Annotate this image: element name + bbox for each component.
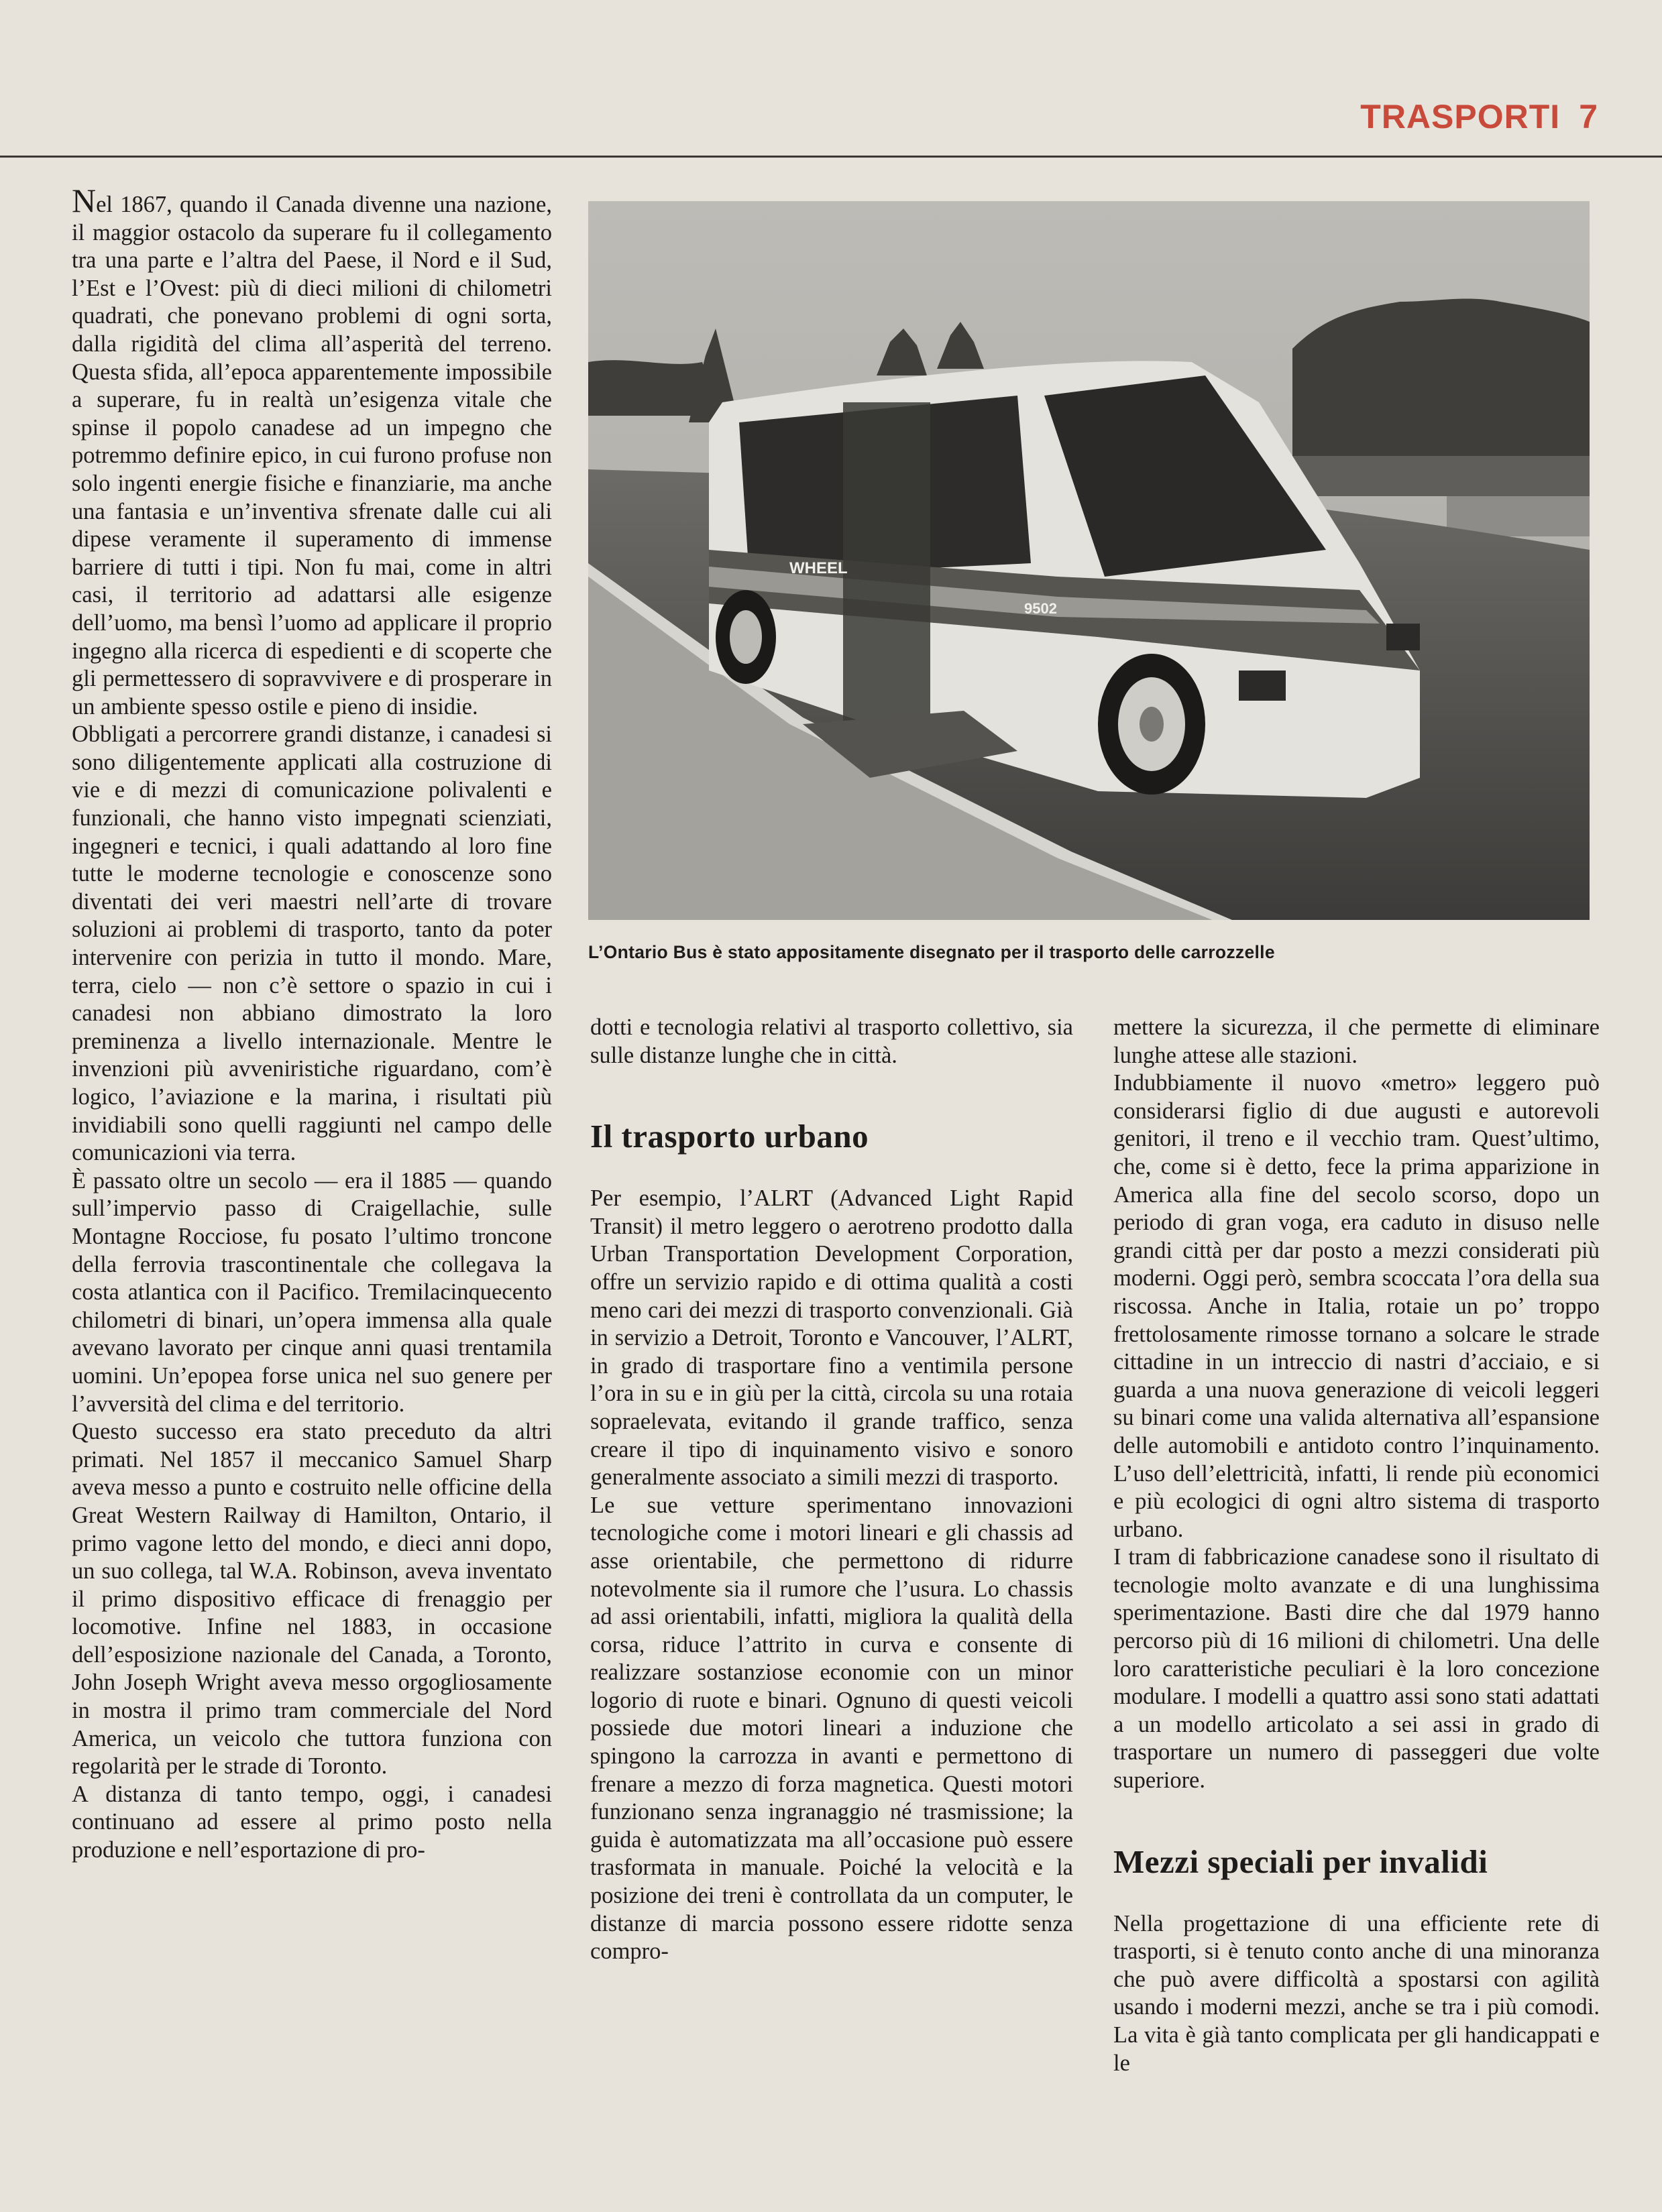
article-column-2 bbox=[590, 1014, 1073, 1966]
paragraph: Questo successo era stato preceduto da altri primati. Nel 1857 il meccanico Samuel Sharp aveva messo a punto e costruito nelle officine della Great Western Railway di Hamilton, Ontario, il primo vagone letto del mondo, e dieci anni dopo, un suo collega, tal W.A. Robinson, aveva inventato il primo dispositivo efficace di frenaggio per locomotive. Infine nel 1883, in occasione dell’esposizione nazionale del Canada, a Toronto, John Joseph Wright aveva messo orgogliosamente in mostra il primo tram commerciale del Nord America, un veicolo che tuttora funziona con regolarità per le strade di Toronto. bbox=[72, 1419, 552, 1780]
paragraph bbox=[72, 182, 552, 721]
section-heading: Il trasporto urbano bbox=[590, 1118, 869, 1155]
bus-photo bbox=[588, 201, 1590, 920]
paragraph: I tram di fabbricazione canadese sono il risultato di tecnologie molto avanzate e di una lunghissima sperimentazione. Basti dire che dal 1979 hanno percorso più di 16 milioni di chilometri. Una delle loro caratteristiche peculiari è la loro concezione modulare. I modelli a quattro assi sono stati adattati a un modello articolato a sei assi in grado di trasportare un numero di passeggeri due volte superiore. bbox=[1113, 1544, 1600, 1794]
page-header bbox=[1360, 97, 1598, 136]
drop-cap: N bbox=[72, 182, 97, 219]
page-number: 7 bbox=[1579, 98, 1598, 135]
paragraph: Nella progettazione di una efficiente rete di trasporti, si è tenuto conto anche di una minoranza che può avere difficoltà a spostarsi con agilità usando i moderni mezzi, anche se tra i più comodi. La vita è già tanto complicata per gli handicappati e le bbox=[1113, 1910, 1600, 2076]
paragraph: mettere la sicurezza, il che permette di eliminare lunghe attese alle stazioni. bbox=[1113, 1014, 1600, 1068]
paragraph: Obbligati a percorrere grandi distanze, i canadesi si sono diligentemente applicati alla costruzione di vie e di mezzi di comunicazione polivalenti e funzionali, che hanno visto impegnati scienziati, ingegneri e tecnici, i quali adattando al loro fine tutte le moderne tecnologie e conoscenze sono diventati dei veri maestri nell’arte di trovare soluzioni ai problemi di trasporto, tanto da poter intervenire con perizia in tutto il mondo. Mare, terra, cielo — non c’è settore o spazio in cui i canadesi non abbiano dimostrato la loro preminenza a livello internazionale. Mentre le invenzioni più avveniristiche riguardano, com’è logico, l’aviazione e la marina, i risultati più invidiabili sono quelli raggiunti nel campo delle comunicazioni via terra. bbox=[72, 721, 552, 1166]
header-rule bbox=[0, 156, 1662, 158]
bus-number-text: 9502 bbox=[1024, 600, 1057, 617]
article-column-3 bbox=[1113, 1014, 1600, 2077]
paragraph-text: el 1867, quando il Canada divenne una nazione, il maggior ostacolo da superare fu il collegamento tra una parte e l’altra del Paese, il Nord e il Sud, l’Est e l’Ovest: più di dieci milioni di chilometri quadrati, che ponevano problemi di ogni sorta, dalla rigidità del clima all’asperità del terreno. Questa sfida, all’epoca apparentemente impossibile a superare, fu in realtà un’esigenza vitale che spinse il popolo canadese ad un impegno che potremmo definire epico, in cui furono profuse non solo ingenti energie fisiche e finanziarie, ma anche una fantasia e un’inventiva sfrenate dalle cui ali dipese veramente il superamento di immense barriere di tutti i tipi. Non fu mai, come in altri casi, il territorio ad adattarsi alle esigenze dell’uomo, ma bensì l’uomo ad applicare il proprio ingegno alla ricerca di espedienti e di scoperte che gli permettessero di sopravvivere e di prosperare in un ambiente spesso ostile e pieno di insidie. bbox=[72, 192, 552, 719]
section-title: TRASPORTI bbox=[1360, 98, 1561, 135]
bus-label-text: WHEEL bbox=[789, 559, 848, 577]
paragraph: È passato oltre un secolo — era il 1885 — quando sull’impervio passo di Craigellachie, sulle Montagne Rocciose, fu posato l’ultimo troncone della ferrovia trascontinentale che collegava la costa atlantica con il Pacifico. Tremilacinquecento chilometri di binari, un’opera immensa alla quale avevano lavorato per cinque anni quasi trentamila uomini. Un’epopea forse unica nel suo genere per l’avversità del clima e del territorio. bbox=[72, 1167, 552, 1417]
paragraph: Indubbiamente il nuovo «metro» leggero può considerarsi figlio di due augusti e autorevoli genitori, il treno e il vecchio tram. Quest’ultimo, che, come si è detto, fece la prima apparizione in America alla fine del secolo scorso, dopo un periodo di gran voga, era caduto in disuso nelle grandi città per dar posto a mezzi considerati più moderni. Oggi però, sembra scoccata l’ora della sua riscossa. Anche in Italia, rotaie un po’ troppo frettolosamente rimosse tornano a solcare le strade cittadine in un intreccio di nastri d’acciaio, e si guarda a una nuova generazione di veicoli leggeri su binari come una valida alternativa all’espansione delle automobili e antidoto contro l’inquinamento. L’uso dell’elettricità, infatti, li rende più economici e più ecologici di ogni altro sistema di trasporto urbano. bbox=[1113, 1070, 1600, 1542]
paragraph: A distanza di tanto tempo, oggi, i canadesi continuano ad essere al primo posto nella produzione e nell’esportazione di pro- bbox=[72, 1781, 552, 1863]
section-heading: Mezzi speciali per invalidi bbox=[1113, 1843, 1488, 1880]
paragraph: Le sue vetture sperimentano innovazioni tecnologiche come i motori lineari e gli chassis ad asse orientabile, che permettono di ridurre notevolmente sia il rumore che l’usura. Lo chassis ad assi orientabili, infatti, migliora la qualità della corsa, riduce l’attrito in curva e consente di realizzare sostanziose economie con un minor logorio di ruote e binari. Ognuno di questi veicoli possiede due motori lineari a induzione che spingono la carrozza in avanti e permettono di frenare a mezzo di forza magnetica. Questi motori funzionano senza ingranaggio né trasmissione; la guida è automatizzata ma all’occasione può essere trasformata in manuale. Poiché la velocità e la posizione dei treni è controllata da un computer, le distanze di marcia possono essere ridotte senza compro- bbox=[590, 1492, 1073, 1965]
bus-illustration bbox=[588, 201, 1590, 920]
article-column-1 bbox=[72, 182, 552, 1865]
paragraph: dotti e tecnologia relativi al trasporto collettivo, sia sulle distanze lunghe che in città. bbox=[590, 1014, 1073, 1068]
paragraph: Per esempio, l’ALRT (Advanced Light Rapid Transit) il metro leggero o aerotreno prodotto dalla Urban Transportation Development Corporation, offre un servizio rapido e di ottima qualità a costi meno cari dei mezzi di trasporto convenzionali. Già in servizio a Detroit, Toronto e Vancouver, l’ALRT, in grado di trasportare fino a ventimila persone l’ora in su e in giù per la città, circola su una rotaia sopraelevata, evitando il grande traffico, senza creare il tipo di inquinamento visivo e sonoro generalmente associato a simili mezzi di trasporto. bbox=[590, 1185, 1073, 1491]
photo-caption: L’Ontario Bus è stato appositamente disegnato per il trasporto delle carrozzelle bbox=[588, 942, 1275, 962]
